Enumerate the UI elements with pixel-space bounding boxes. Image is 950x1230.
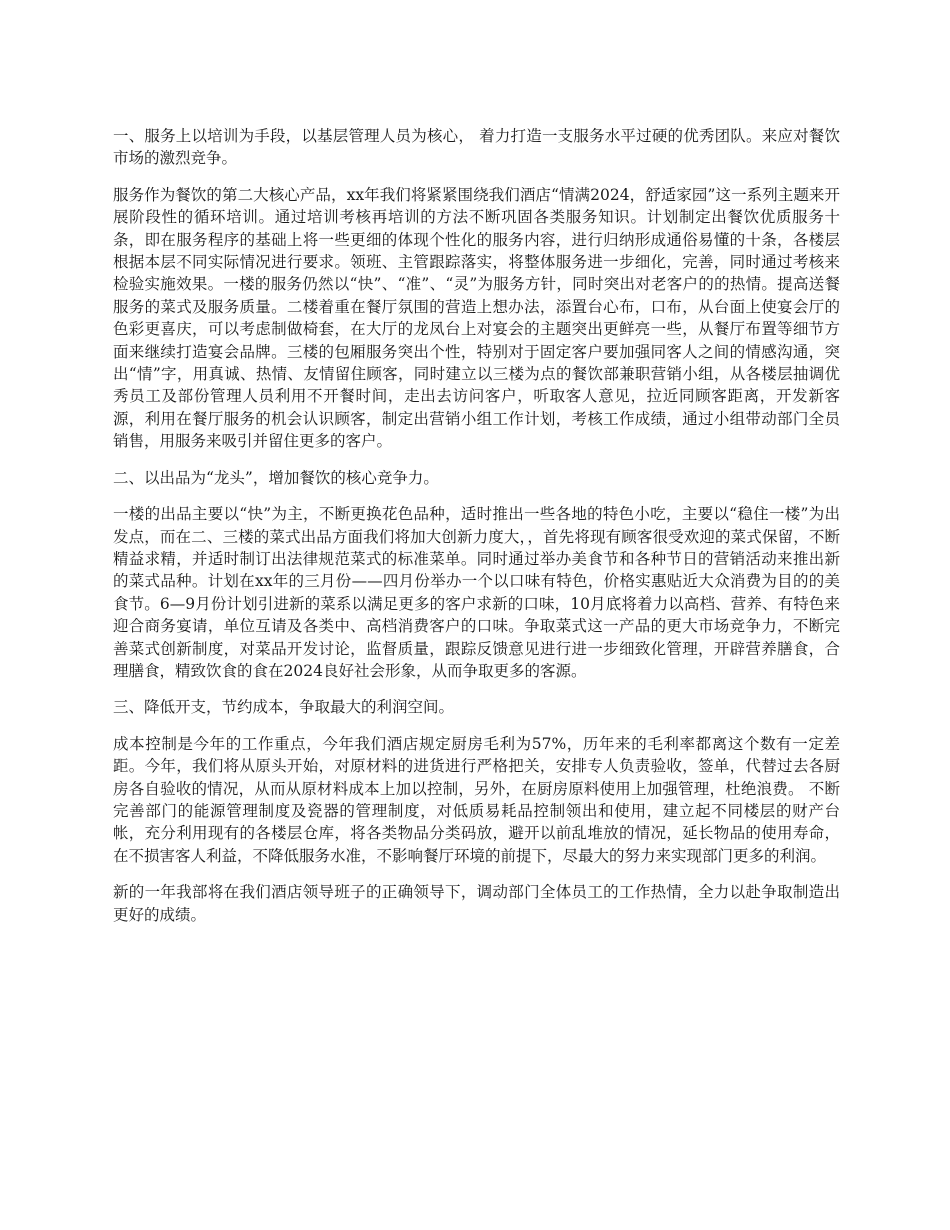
heading-service-training: 一、服务上以培训为手段，以基层管理人员为核心， 着力打造一支服务水平过硬的优秀团队。来应对餐饮市场的激烈竞争。 [113,127,840,168]
paragraph-cost-control: 成本控制是今年的工作重点，今年我们酒店规定厨房毛利为57%，历年来的毛利率都离这个数有一定差距。今年，我们将从原头开始，对原材料的进货进行严格把关，安排专人负责验收，签单，代替过去各厨房各自验收的情况，从而从原材料成本上加以控制，另外，在厨房原料使用上加强管理，杜绝浪费。 不断完善部门的能源管理制度及瓷器的管理制度，对低质易耗品控制领出和使用，建立起不同楼层的财产台帐，充分利用现有的各楼层仓库，将各类物品分类码放，避开以前乱堆放的情况，延长物品的使用寿命，在不损害客人利益，不降低服务水准，不影响餐厅环境的前提下，尽最大的努力来实现部门更多的利润。 [113,734,840,865]
heading-product-core: 二、以出品为“龙头”，增加餐饮的核心竞争力。 [113,468,439,487]
paragraph-product-plan: 一楼的出品主要以“快”为主，不断更换花色品种，适时推出一些各地的特色小吃，主要以“稳住一楼”为出发点，而在二、三楼的菜式出品方面我们将加大创新力度大，，首先将现有顾客很受欢迎的菜式保留，不断精益求精，并适时制订出法律规范菜式的标准菜单。同时通过举办美食节和各种节日的营销活动来推出新的菜式品种。计划在xx年的三月份——四月份举办一个以口味有特色，价格实惠贴近大众消费为目的的美食节。6—9月份计划引进新的菜系以满足更多的客户求新的口味，10月底将着力以高档、营养、有特色来迎合商务宴请，单位互请及各类中、高档消费客户的口味。争取菜式这一产品的更大市场竞争力，不断完善菜式创新制度，对菜品开发讨论，监督质量，跟踪反馈意见进行进一步细致化管理，开辟营养膳食，合理膳食，精致饮食的食在2024良好社会形象，从而争取更多的客源。 [113,505,840,680]
paragraph-service-plan: 服务作为餐饮的第二大核心产品，xx年我们将紧紧围绕我们酒店“情满2024，舒适家园”这一系列主题来开展阶段性的循环培训。通过培训考核再培训的方法不断巩固各类服务知识。计划制定出餐饮优质服务十条，即在服务程序的基础上将一些更细的体现个性化的服务内容，进行归纳形成通俗易懂的十条，各楼层根据本层不同实际情况进行要求。领班、主管跟踪落实，将整体服务进一步细化，完善，同时通过考核来检验实施效果。一楼的服务仍然以“快”、“准”、“灵”为服务方针，同时突出对老客户的的热情。提高送餐服务的菜式及服务质量。二楼着重在餐厅氛围的营造上想办法，添置台心布，口布，从台面上使宴会厅的色彩更喜庆，可以考虑制做椅套，在大厅的龙凤台上对宴会的主题突出更鲜亮一些，从餐厅布置等细节方面来继续打造宴会品牌。三楼的包厢服务突出个性，特别对于固定客户要加强同客人之间的情感沟通，突出“情”字，用真诚、热情、友情留住顾客，同时建立以三楼为点的餐饮部兼职营销小组，从各楼层抽调优秀员工及部份管理人员利用不开餐时间，走出去访问客户，听取客人意见，拉近同顾客距离，开发新客源，利用在餐厅服务的机会认识顾客，制定出营销小组工作计划，考核工作成绩，通过小组带动部门全员销售，用服务来吸引并留住更多的客户。 [113,185,840,451]
heading-cost-reduction: 三、降低开支，节约成本，争取最大的利润空间。 [113,698,455,717]
paragraph-conclusion: 新的一年我部将在我们酒店领导班子的正确领导下，调动部门全体员工的工作热情，全力以赴争取制造出更好的成绩。 [113,883,840,924]
document-body [113,125,840,940]
